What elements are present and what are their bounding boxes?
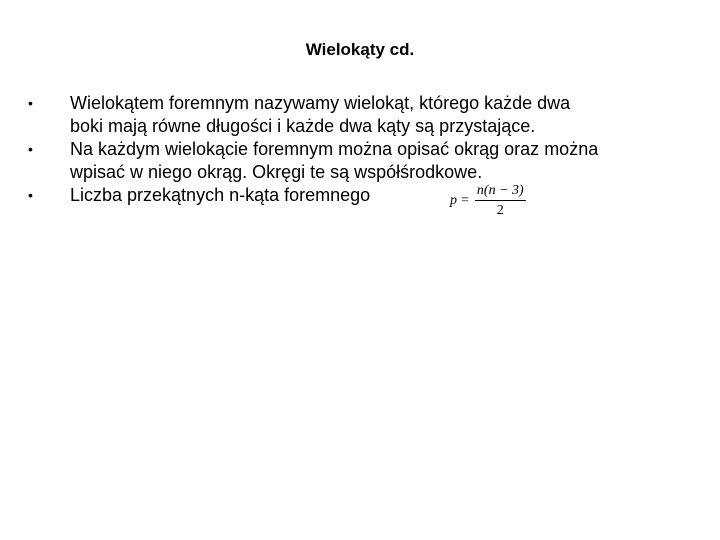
formula-variable: p (450, 193, 457, 208)
bullet-item-regular-polygon-definition (28, 92, 688, 138)
slide-title: Wielokąty cd. (305, 40, 415, 59)
bullet-list (28, 92, 688, 218)
bullet-text-line: boki mają równe długości i każde dwa kąty są przystające. (70, 116, 536, 136)
bullet-marker: • (28, 187, 33, 203)
bullet-item-diagonals (28, 183, 688, 218)
formula-numerator: n(n − 3) (475, 184, 526, 201)
bullet-text-line: Liczba przekątnych n-kąta foremnego (70, 185, 371, 205)
bullet-text-line: Na każdym wielokącie foremnym można opisać okrąg oraz można (70, 139, 599, 159)
bullet-marker: • (28, 95, 33, 111)
formula-equals: = (461, 193, 469, 208)
bullet-text-line: Wielokątem foremnym nazywamy wielokąt, którego każde dwa (70, 93, 571, 113)
bullet-item-circles (28, 138, 688, 184)
formula-fraction (475, 184, 526, 218)
diagonals-formula (450, 184, 526, 218)
bullet-text-line: wpisać w niego okrąg. Okręgi te są współśrodkowe. (70, 162, 483, 182)
bullet-marker: • (28, 141, 33, 157)
formula-denominator: 2 (496, 203, 504, 218)
